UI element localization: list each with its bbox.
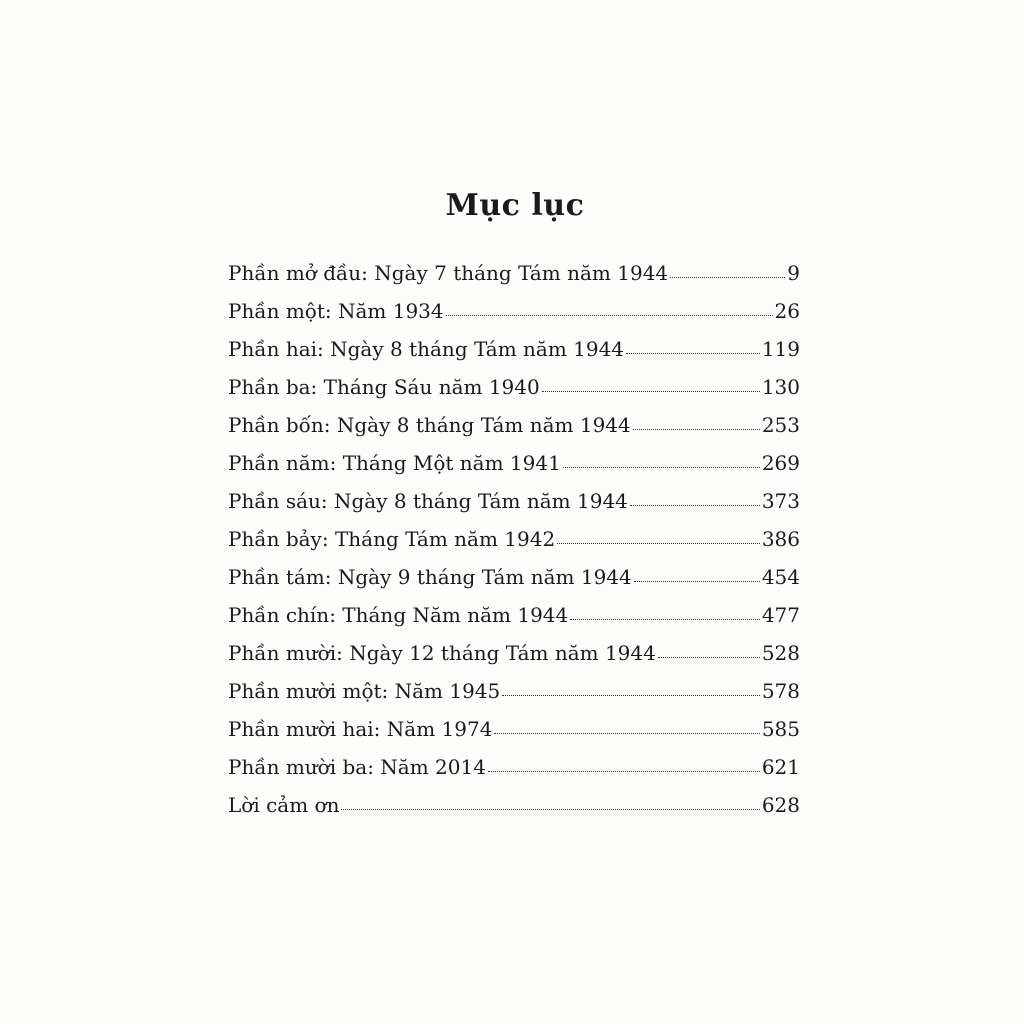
toc-entry: [228, 596, 800, 634]
dot-leader: [658, 657, 760, 658]
toc-entry: [228, 672, 800, 710]
toc-entry: [228, 786, 800, 824]
toc-entry-page: 454: [761, 565, 800, 589]
toc-entry-label: Phần bảy: Tháng Tám năm 1942: [228, 527, 556, 551]
toc-entry-label: Phần một: Năm 1934: [228, 299, 444, 323]
toc-entry-label: Phần tám: Ngày 9 tháng Tám năm 1944: [228, 565, 632, 589]
toc-entry: [228, 368, 800, 406]
dot-leader: [634, 581, 760, 582]
toc-entry-label: Lời cảm ơn: [228, 793, 340, 817]
toc-entry: [228, 748, 800, 786]
toc-entry: [228, 330, 800, 368]
dot-leader: [670, 277, 785, 278]
dot-leader: [494, 733, 759, 734]
dot-leader: [502, 695, 760, 696]
toc-entry-label: Phần chín: Tháng Năm năm 1944: [228, 603, 569, 627]
toc-entry-page: 269: [761, 451, 800, 475]
toc-entry: [228, 292, 800, 330]
toc-entry: [228, 406, 800, 444]
toc-entry-page: 373: [761, 489, 800, 513]
toc-entry-page: 386: [761, 527, 800, 551]
dot-leader: [633, 429, 760, 430]
toc-entry-page: 130: [761, 375, 800, 399]
toc-entry-label: Phần mười: Ngày 12 tháng Tám năm 1944: [228, 641, 656, 665]
toc-entry: [228, 710, 800, 748]
dot-leader: [488, 771, 760, 772]
toc-entry-label: Phần ba: Tháng Sáu năm 1940: [228, 375, 540, 399]
toc-entry-page: 628: [761, 793, 800, 817]
dot-leader: [341, 809, 759, 810]
toc-entry-label: Phần năm: Tháng Một năm 1941: [228, 451, 561, 475]
toc-entry-page: 119: [761, 337, 800, 361]
toc-entry: [228, 634, 800, 672]
toc-entry-label: Phần mười hai: Năm 1974: [228, 717, 493, 741]
toc-entry-label: Phần hai: Ngày 8 tháng Tám năm 1944: [228, 337, 625, 361]
dot-leader: [446, 315, 773, 316]
table-of-contents: [228, 254, 800, 824]
toc-entry: [228, 444, 800, 482]
toc-entry: [228, 558, 800, 596]
dot-leader: [630, 505, 760, 506]
toc-entry-page: 578: [761, 679, 800, 703]
toc-entry-label: Phần bốn: Ngày 8 tháng Tám năm 1944: [228, 413, 631, 437]
dot-leader: [563, 467, 760, 468]
toc-entry-page: 585: [761, 717, 800, 741]
dot-leader: [557, 543, 760, 544]
dot-leader: [542, 391, 760, 392]
toc-entry-label: Phần sáu: Ngày 8 tháng Tám năm 1944: [228, 489, 628, 513]
toc-entry-page: 26: [774, 299, 800, 323]
dot-leader: [626, 353, 760, 354]
toc-entry-label: Phần mở đầu: Ngày 7 tháng Tám năm 1944: [228, 261, 669, 285]
toc-entry-page: 253: [761, 413, 800, 437]
toc-entry-page: 528: [761, 641, 800, 665]
toc-entry-label: Phần mười một: Năm 1945: [228, 679, 501, 703]
page-title: Mục lục: [445, 188, 585, 224]
toc-entry-page: 9: [787, 261, 800, 285]
toc-entry-page: 621: [761, 755, 800, 779]
dot-leader: [570, 619, 760, 620]
toc-entry: [228, 482, 800, 520]
toc-entry-label: Phần mười ba: Năm 2014: [228, 755, 486, 779]
toc-entry: [228, 254, 800, 292]
toc-entry: [228, 520, 800, 558]
toc-entry-page: 477: [761, 603, 800, 627]
